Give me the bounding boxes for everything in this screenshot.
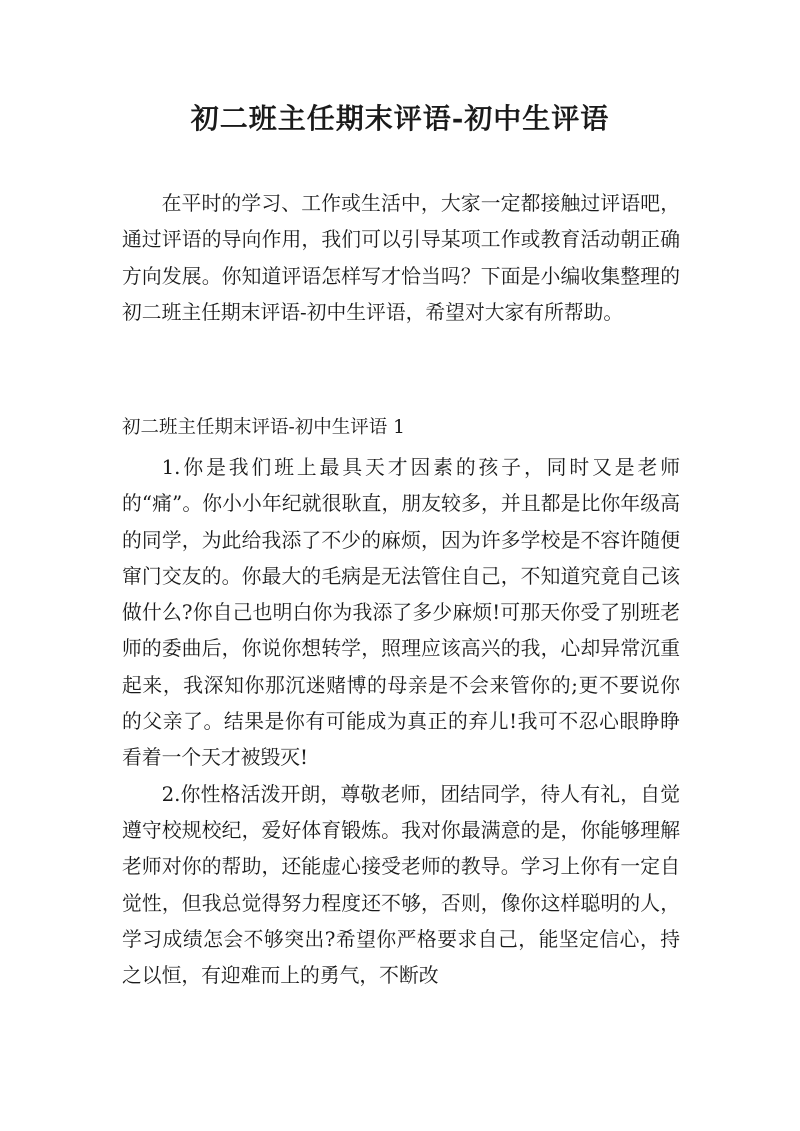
intro-paragraph: 在平时的学习、工作或生活中，大家一定都接触过评语吧，通过评语的导向作用，我们可以引导某项工作或教育活动朝正确方向发展。你知道评语怎样写才恰当吗？下面是小编收集整理的初二班主任期末评语-初中生评语，希望对大家有所帮助。 (122, 192, 680, 324)
document-title: 初二班主任期末评语-初中生评语 (190, 102, 610, 135)
comment-paragraph-2: 2.你性格活泼开朗，尊敬老师，团结同学，待人有礼，自觉遵守校规校纪，爱好体育锻炼。我对你最满意的是，你能够理解老师对你的帮助，还能虚心接受老师的教导。学习上你有一定自觉性，但我总觉得努力程度还不够，否则，像你这样聪明的人，学习成绩怎会不够突出?希望你严格要求自己，能坚定信心，持之以恒，有迎难而上的勇气，不断改 (122, 782, 680, 988)
section-heading: 初二班主任期末评语-初中生评语 1 (122, 417, 405, 438)
comment-paragraph-1: 1.你是我们班上最具天才因素的孩子，同时又是老师的“痛”。你小小年纪就很耿直，朋友较多，并且都是比你年级高的同学，为此给我添了不少的麻烦，因为许多学校是不容许随便窜门交友的。你最大的毛病是无法管住自己，不知道究竟自己该做什么?你自己也明白你为我添了多少麻烦!可那天你受了别班老师的委曲后，你说你想转学，照理应该高兴的我，心却异常沉重起来，我深知你那沉迷赌博的母亲是不会来管你的;更不要说你的父亲了。结果是你有可能成为真正的弃儿!我可不忍心眼睁睁看着一个天才被毁灭! (122, 456, 680, 770)
intro-section (122, 186, 680, 331)
comments-section (122, 450, 680, 994)
